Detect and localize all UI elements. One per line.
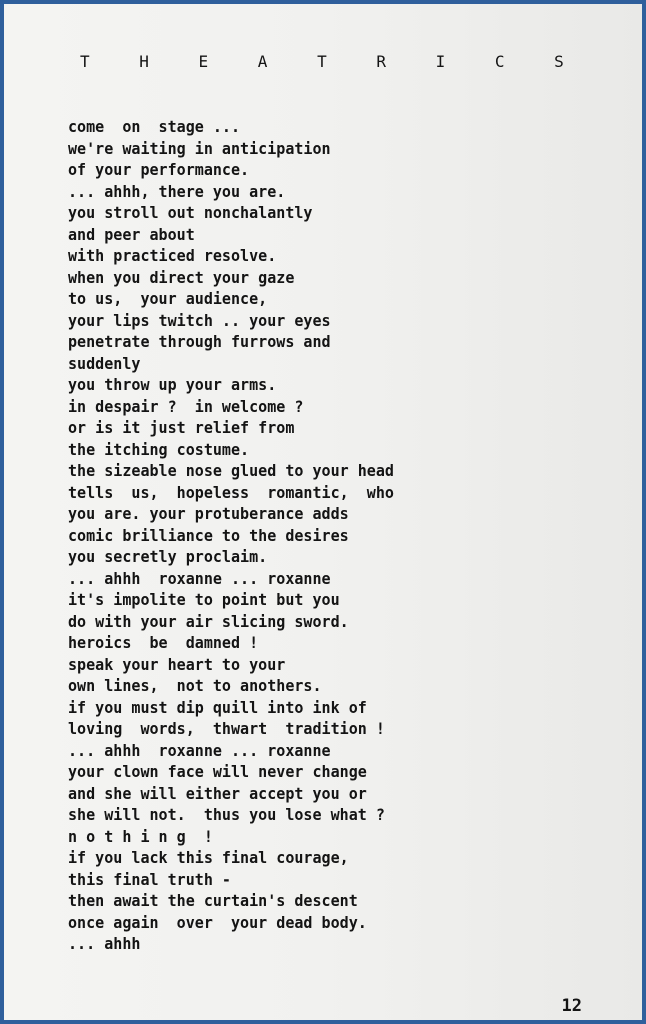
poem-line: of your performance.	[68, 160, 250, 179]
poem-body	[68, 116, 588, 955]
poem-line: suddenly	[68, 353, 141, 373]
poem-line: and peer about	[68, 224, 195, 244]
poem-line: comic brilliance to the desires	[68, 525, 349, 545]
poem-line: your lips twitch .. your eyes	[68, 310, 331, 330]
poem-line: she will not. thus you lose what ?	[68, 805, 385, 824]
page-number: 12	[561, 996, 582, 1016]
poem-line: the sizeable nose glued to your head	[68, 461, 394, 480]
poem-line: this final truth -	[68, 869, 231, 889]
poem-line: ... ahhh, there you are.	[68, 181, 286, 201]
poem-line: to us, your audience,	[68, 289, 268, 308]
poem-line: own lines, not to anothers.	[68, 676, 322, 695]
poem-line: with practiced resolve.	[68, 246, 277, 265]
poem-line: or is it just relief from	[68, 418, 295, 437]
poem-line: you throw up your arms.	[68, 375, 277, 394]
poem-line: speak your heart to your	[68, 654, 286, 674]
poem-line: your clown face will never change	[68, 762, 367, 781]
poem-line: penetrate through furrows and	[68, 332, 331, 351]
poem-title: T H E A T R I C S	[80, 52, 584, 71]
poem-line: ... ahhh roxanne ... roxanne	[68, 568, 331, 588]
poem-line: you stroll out nonchalantly	[68, 203, 313, 222]
poem-line: ... ahhh roxanne ... roxanne	[68, 740, 331, 760]
poem-line: if you must dip quill into ink of	[68, 697, 367, 717]
poem-line: ... ahhh	[68, 934, 141, 953]
poem-line: the itching costume.	[68, 439, 250, 459]
poem-line: heroics be damned !	[68, 633, 259, 652]
poem-line: when you direct your gaze	[68, 267, 295, 287]
poem-line: come on stage ...	[68, 117, 241, 136]
poem-line: n o t h i n g !	[68, 826, 213, 846]
poem-line: once again over your dead body.	[68, 912, 367, 932]
poem-line: then await the curtain's descent	[68, 891, 358, 910]
poem-line: it's impolite to point but you	[68, 590, 340, 609]
poem-line: loving words, thwart tradition !	[68, 719, 385, 738]
poem-line: you are. your protuberance adds	[68, 504, 349, 523]
poem-line: tells us, hopeless romantic, who	[68, 482, 394, 502]
poem-line: if you lack this final courage,	[68, 848, 349, 867]
poem-line: in despair ? in welcome ?	[68, 396, 304, 416]
poem-line: do with your air slicing sword.	[68, 611, 349, 631]
document-page	[4, 4, 642, 1020]
poem-line: and she will either accept you or	[68, 783, 367, 803]
poem-line: we're waiting in anticipation	[68, 138, 331, 158]
poem-line: you secretly proclaim.	[68, 547, 268, 566]
